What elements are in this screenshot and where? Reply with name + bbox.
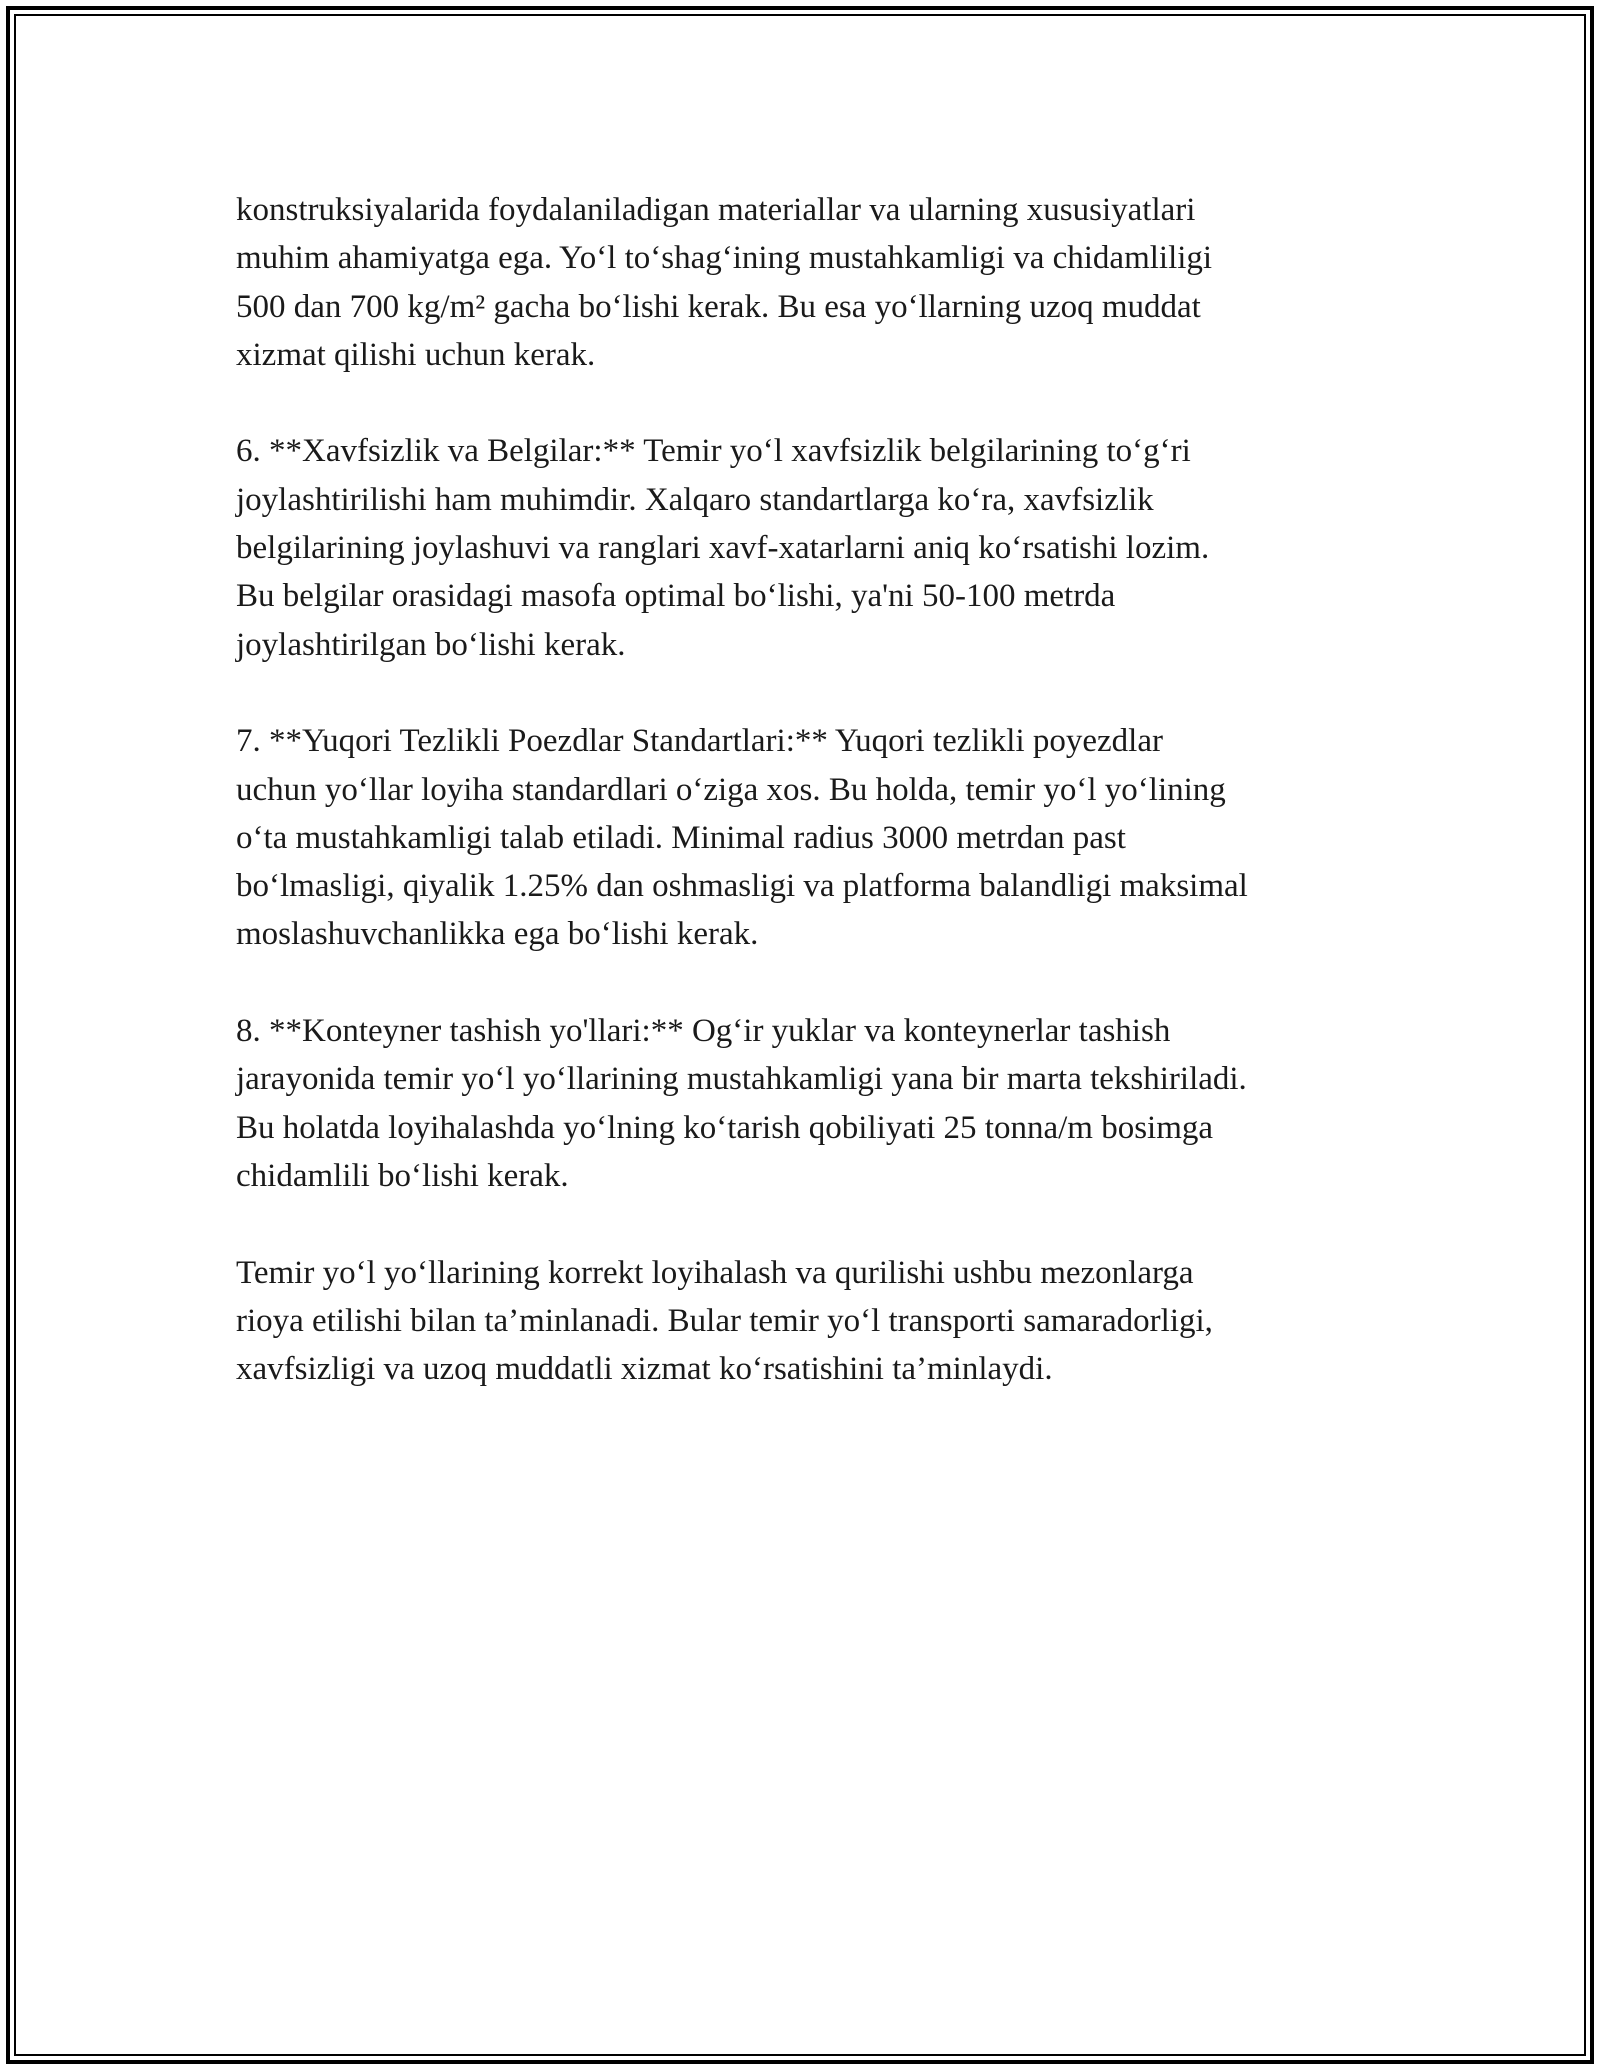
document-body bbox=[236, 186, 1396, 1442]
text-line: muhim ahamiyatga ega. Yo‘l to‘shag‘ining mustahkamligi va chidamliligi bbox=[236, 240, 1213, 277]
text-line: moslashuvchanlikka ega bo‘lishi kerak. bbox=[236, 916, 759, 953]
paragraph-container-tracks bbox=[236, 1007, 1396, 1200]
text-line: 8. **Konteyner tashish yo'llari:** Og‘ir yuklar va konteynerlar tashish bbox=[236, 1013, 1171, 1050]
text-line: rioya etilishi bilan ta’minlanadi. Bular temir yo‘l transporti samaradorligi, bbox=[236, 1302, 1213, 1339]
text-line: joylashtirilishi ham muhimdir. Xalqaro standartlarga ko‘ra, xavfsizlik bbox=[236, 481, 1154, 518]
text-line: chidamlili bo‘lishi kerak. bbox=[236, 1157, 569, 1194]
text-line: jarayonida temir yo‘l yo‘llarining mustahkamligi yana bir marta tekshiriladi. bbox=[236, 1061, 1247, 1098]
text-line: belgilarining joylashuvi va ranglari xavf-xatarlarni aniq ko‘rsatishi lozim. bbox=[236, 530, 1210, 567]
text-line: 7. **Yuqori Tezlikli Poezdlar Standartlari:** Yuqori tezlikli poyezdlar bbox=[236, 723, 1163, 760]
text-line: konstruksiyalarida foydalaniladigan materiallar va ularning xususiyatlari bbox=[236, 192, 1196, 228]
paragraph-high-speed bbox=[236, 717, 1396, 958]
text-line: joylashtirilgan bo‘lishi kerak. bbox=[236, 626, 626, 663]
text-line: bo‘lmasligi, qiyalik 1.25% dan oshmasligi va platforma balandligi maksimal bbox=[236, 868, 1248, 905]
text-line: uchun yo‘llar loyiha standardlari o‘ziga xos. Bu holda, temir yo‘l yo‘lining bbox=[236, 771, 1226, 808]
text-line: Temir yo‘l yo‘llarining korrekt loyihalash va qurilishi ushbu mezonlarga bbox=[236, 1254, 1194, 1291]
text-line: o‘ta mustahkamligi talab etiladi. Minimal radius 3000 metrdan past bbox=[236, 819, 1126, 856]
text-line: Bu belgilar orasidagi masofa optimal bo‘lishi, ya'ni 50-100 metrda bbox=[236, 578, 1116, 615]
text-line: 500 dan 700 kg/m² gacha bo‘lishi kerak. Bu esa yo‘llarning uzoq muddat bbox=[236, 288, 1201, 325]
text-line: 6. **Xavfsizlik va Belgilar:** Temir yo‘l xavfsizlik belgilarining to‘g‘ri bbox=[236, 433, 1191, 470]
text-line: Bu holatda loyihalashda yo‘lning ko‘tarish qobiliyati 25 tonna/m bosimga bbox=[236, 1109, 1214, 1146]
paragraph-conclusion bbox=[236, 1249, 1396, 1394]
paragraph-materials bbox=[236, 186, 1396, 379]
text-line: xavfsizligi va uzoq muddatli xizmat ko‘rsatishini ta’minlaydi. bbox=[236, 1351, 1053, 1388]
text-line: xizmat qilishi uchun kerak. bbox=[236, 336, 596, 373]
paragraph-safety-signs bbox=[236, 427, 1396, 668]
